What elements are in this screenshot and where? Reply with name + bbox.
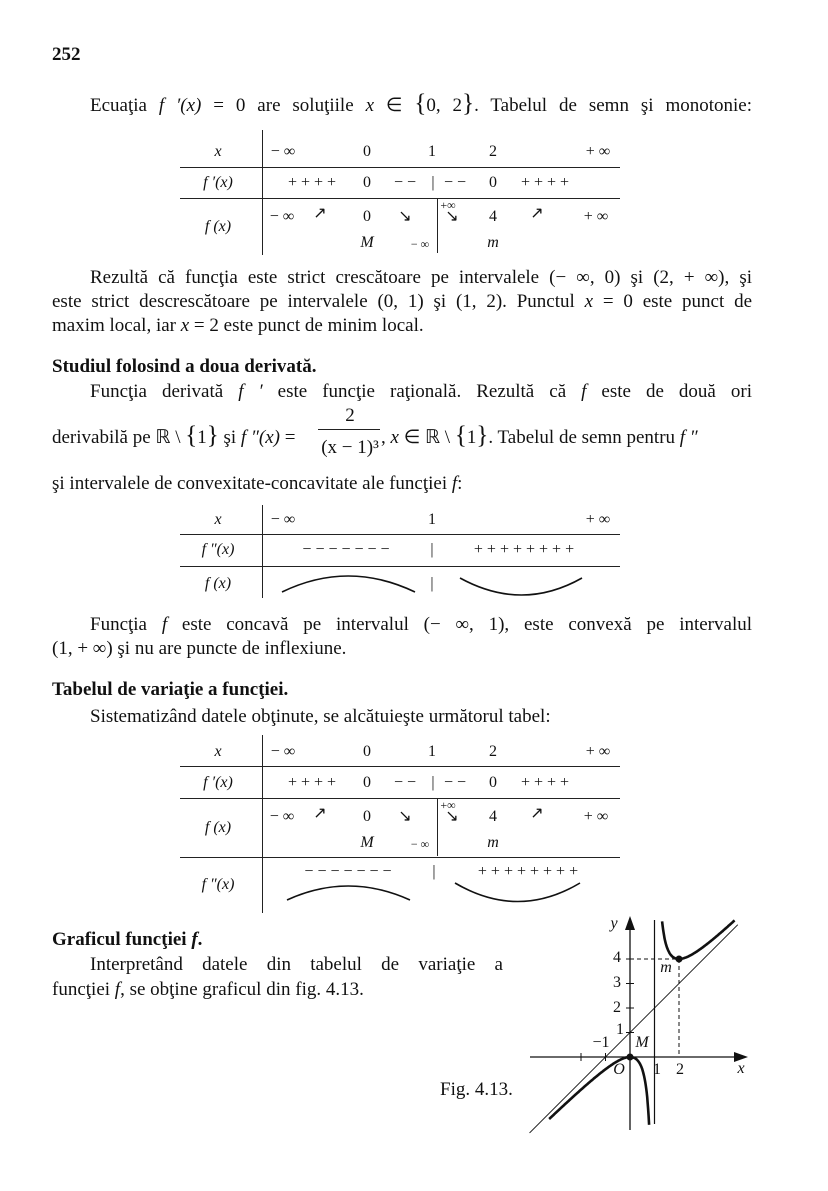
graph-x-label: x [737,1060,745,1077]
figure-caption: Fig. 4.13. [440,1079,513,1100]
table2-x-row-1: 1 [428,511,436,528]
table3-fp-row-4: − − [443,774,467,791]
text-l1-4: ∈ [374,95,415,116]
table1-labels-1: f ′(x) [203,174,233,191]
text-p3-2b-5: } [476,422,489,449]
text-p3-2b-1: x [390,427,399,448]
text-p2-2-2: = 0 este punct de [593,291,752,312]
graph-y-ticks-3: 1 [616,1021,624,1038]
table3-fpp-row-2: + + + + + + + + [477,863,579,880]
table1-f-row-0: − ∞ [269,208,295,225]
table2-labels-0: x [214,511,222,528]
table3-labels-0: x [214,743,222,760]
graph-y-label: y [610,915,618,932]
table2-x-row-2: + ∞ [585,511,611,528]
table1-x-row-0: − ∞ [270,143,296,160]
table1-x-row-3: 2 [489,143,497,160]
text-p2-3-0: maxim local, iar [52,315,181,336]
table3-fp-row-5: 0 [489,774,497,791]
text-p2-2-0: este strict descrescătoare pe intervalele (0, 1) şi (1, 2). Punctul [52,291,585,312]
table3-fpp-row-0: − − − − − − − [304,863,392,880]
local-max-point [627,1054,634,1061]
text-p3-2a-1: { [185,422,198,449]
table1-fp-row-0: + + + + [287,174,337,191]
table1-f-row2-1: − ∞ [410,237,430,251]
graph-y-ticks-1: 3 [613,974,621,991]
text-p3-2a-6: = [279,427,296,448]
concave-arc-table2 [282,576,415,592]
text-p3-1-2: este funcţie raţională. Rezultă că [262,381,582,402]
right-branch-curve [662,920,735,959]
table3-f-row-0: − ∞ [269,808,295,825]
table3-x-row-1: 0 [363,743,371,760]
concave-arc-table3 [287,886,410,900]
table3-x-row-0: − ∞ [270,743,296,760]
graph-x-ticks-2: 2 [676,1061,684,1078]
text-p3-2b-2: ∈ ℝ \ [398,427,455,448]
section-heading-variation-table: Tabelul de variaţie a funcţiei. [52,679,289,700]
local-min-point [676,956,683,963]
table1-f-row-2: 0 [363,208,371,225]
text-l1-1: f ′(x) [158,95,202,116]
left-branch-curve [549,1057,649,1125]
table1-x-row-1: 0 [363,143,371,160]
table3-f-row-1: ↗ [313,805,327,822]
page-number: 252 [52,44,81,65]
text-h3-2: . [197,929,203,950]
variation-intro-line: Sistematizând datele obţinute, se alcătuieşte următorul tabel: [90,706,551,727]
text-l1-6: 0, 2 [426,95,463,116]
text-p3-3-2: : [457,473,463,494]
text-p4-1-1: f [161,614,168,635]
table1-fp-row-5: 0 [489,174,497,191]
function-graph [530,916,748,1133]
text-p3-1-4: este de două ori [586,381,752,402]
text-p6-2-0: funcţiei [52,979,115,1000]
table3-x-row-4: + ∞ [585,743,611,760]
text-p3-2b-7: f ″ [679,427,698,448]
text-p4-1-2: este concavă pe intervalul (− ∞, 1), este convexă pe intervalul [167,614,752,635]
table1-fp-row-6: + + + + [520,174,570,191]
text-p3-2a-0: derivabilă pe ℝ \ [52,427,186,448]
table1-f-row-5: ↘ [445,208,459,225]
text-p3-1-0: Funcţia derivată [90,381,239,402]
table-curves [282,576,582,902]
text-p3-2b-4: 1 [466,427,477,448]
table1-f-row2-0: M [360,234,374,251]
text-l1-5: { [414,90,427,117]
graph-x-ticks-0: −1 [592,1034,610,1051]
section-heading-second-derivative: Studiul folosind a doua derivată. [52,356,317,377]
table3-fp-row-1: 0 [363,774,371,791]
table1-x-row-4: + ∞ [585,143,611,160]
convex-arc-table3 [455,883,580,902]
table3-f-row2-0: M [360,834,374,851]
fraction-denominator: (x − 1)³ [321,437,379,458]
table1-labels-2: f (x) [204,218,232,235]
table3-f-row2-2: m [487,834,499,851]
text-p2-3-1: x [180,315,190,336]
table3-labels-1: f ′(x) [203,774,233,791]
table2-f-row-0: | [430,575,434,592]
text-p2-1-0: Rezultă că funcţia este strict crescătoare pe intervalele (− ∞, 0) şi (2, + ∞), şi [90,267,752,288]
table2-labels-1: f ″(x) [201,541,235,558]
table1-f-row-1: ↗ [313,205,327,222]
table3-f-row-8: + ∞ [583,808,609,825]
table3-fp-row-2: − − [393,774,417,791]
table2-labels-2: f (x) [204,575,232,592]
text-l1-0: Ecuaţia [90,95,159,116]
text-p2-2-1: x [584,291,594,312]
table3-f-row-6: 4 [489,808,497,825]
text-p6-2-2: , se obţine graficul din fig. 4.13. [120,979,364,1000]
text-p3-2a-2: 1 [197,427,207,448]
table1-f-row-8: + ∞ [583,208,609,225]
table1-f-row-3: ↘ [398,208,412,225]
table1-f-row2-2: m [487,234,499,251]
graph-origin: O [613,1061,625,1078]
text-p3-3-0: şi intervalele de convexitate-concavitate ale funcţiei [52,473,452,494]
table3-x-row-2: 1 [428,743,436,760]
table2-fpp-row-2: + + + + + + + + [473,541,575,558]
table3-fp-row-3: | [431,774,435,791]
table1-f-row-4: +∞ [440,198,456,212]
graph-min-label: m [660,959,672,976]
table1-fp-row-1: 0 [363,174,371,191]
text-p3-1-1: f ′ [238,381,263,402]
text-p3-2a-4: şi [218,427,241,448]
table1-x-row-2: 1 [428,143,436,160]
text-l1-7: } [462,90,475,117]
text-p3-2a-3: } [206,422,219,449]
text-p3-2b-6: . Tabelul de semn pentru [488,427,680,448]
table1-fp-row-3: | [431,174,435,191]
table3-fp-row-0: + + + + [287,774,337,791]
text-l1-2: = 0 are soluţiile [201,95,366,116]
table3-f-row-4: +∞ [440,798,456,812]
text-p2-3-2: = 2 este punct de minim local. [189,315,424,336]
table1-fp-row-2: − − [393,174,417,191]
text-p3-3-1: f [451,473,458,494]
table3-f-row-3: ↘ [398,808,412,825]
text-h3-1: f [191,929,198,950]
convex-arc-table2 [460,578,582,595]
text-p4-2-0: (1, + ∞) şi nu are puncte de inflexiune. [52,638,347,659]
text-h3-0: Graficul funcţiei [52,929,192,950]
table2-x-row-0: − ∞ [270,511,296,528]
table1-f-row-6: 4 [489,208,497,225]
fraction-numerator: 2 [345,405,355,426]
text-p3-2b-3: { [454,422,467,449]
table3-f-row-2: 0 [363,808,371,825]
oblique-asymptote [530,925,738,1133]
table3-x-row-3: 2 [489,743,497,760]
table3-fpp-row-1: | [432,863,436,880]
graph-y-ticks-2: 2 [613,999,621,1016]
table1-fp-row-4: − − [443,174,467,191]
graph-x-ticks-1: 1 [653,1061,661,1078]
table3-f-row-7: ↗ [530,805,544,822]
text-l1-8: . Tabelul de semn şi monotonie: [474,95,753,116]
table3-labels-2: f (x) [204,819,232,836]
table1-labels-0: x [214,143,222,160]
table3-labels-3: f ″(x) [201,876,235,893]
text-p3-2b-0: , [381,427,391,448]
table2-fpp-row-0: − − − − − − − [302,541,390,558]
y-axis-arrow-icon [625,916,635,930]
table2-fpp-row-1: | [430,541,434,558]
text-p3-2a-5: f ″(x) [240,427,280,448]
text-p3-1-3: f [581,381,587,402]
table3-fp-row-6: + + + + [520,774,570,791]
text-l1-3: x [365,95,374,116]
text-p4-1-0: Funcţia [90,614,162,635]
text-p6-2-1: f [114,979,121,1000]
graph-y-ticks-0: 4 [613,949,621,966]
table1-f-row-7: ↗ [530,205,544,222]
graph-max-label: M [635,1034,649,1051]
table3-f-row2-1: − ∞ [410,837,430,851]
text-p6-1: Interpretând datele din tabelul de variaţie a [90,954,503,975]
table3-f-row-5: ↘ [445,808,459,825]
